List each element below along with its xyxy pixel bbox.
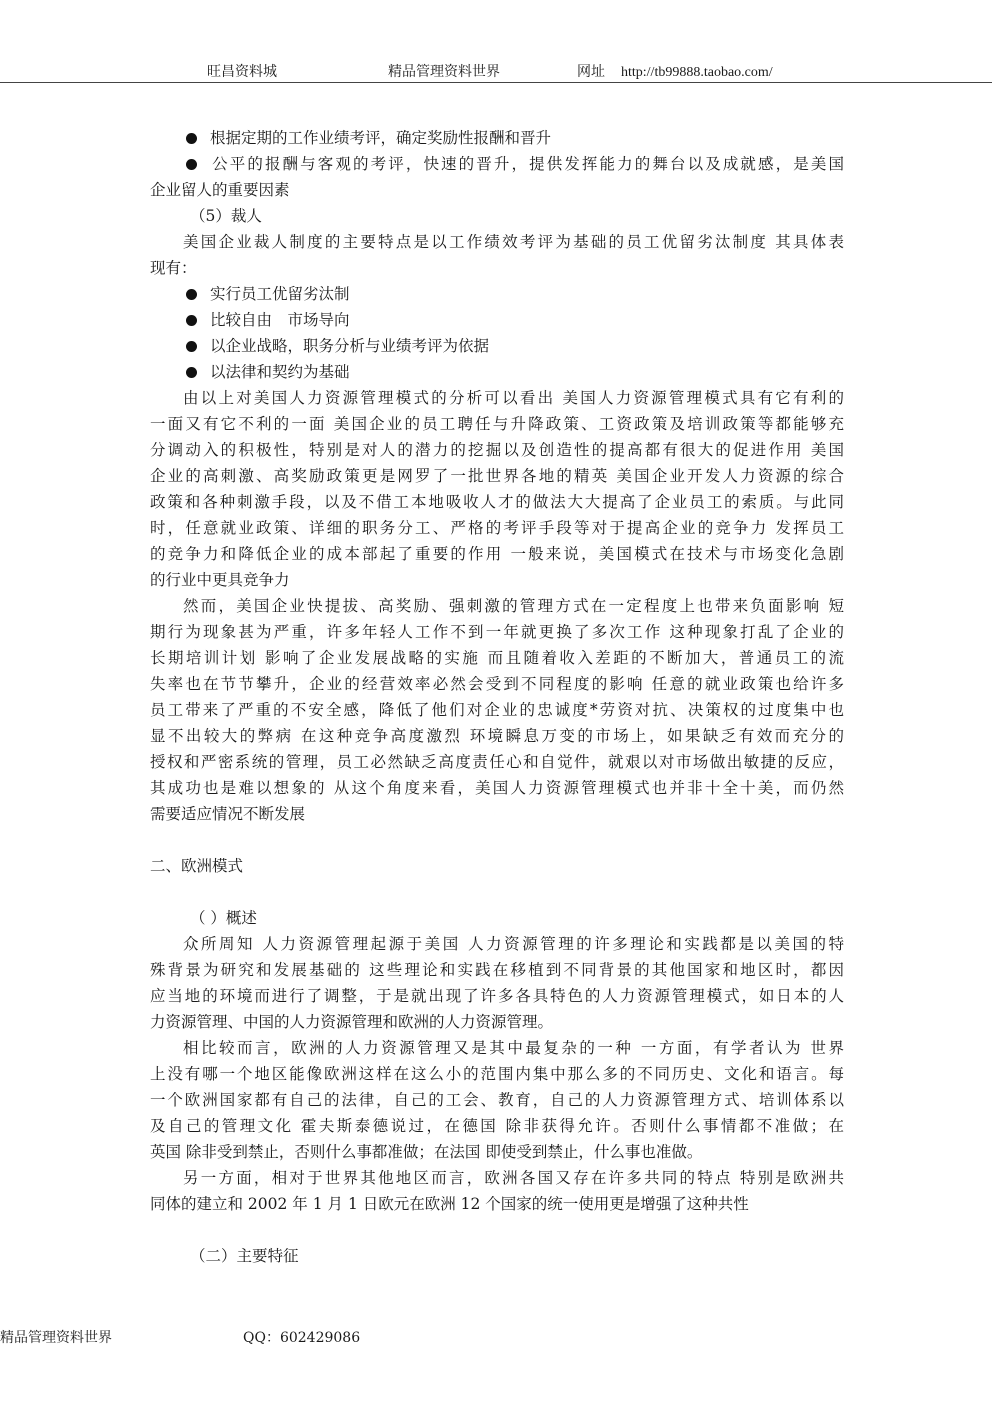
header-shop-name: 旺昌资料城 bbox=[207, 64, 277, 80]
footer-qq: QQ：602429086 bbox=[243, 1330, 361, 1346]
paragraph-line: 显不出较大的弊病 在这种竞争高度激烈 环境瞬息万变的市场上，如果缺乏有效而充分的 bbox=[150, 727, 844, 745]
spacer bbox=[150, 1217, 844, 1243]
bullet-text: 比较自由 市场导向 bbox=[210, 311, 350, 329]
bullet-item bbox=[150, 151, 844, 177]
bullet-text: 实行员工优留劣汰制 bbox=[210, 285, 350, 303]
subsection-heading-main-features: （二）主要特征 bbox=[190, 1247, 299, 1265]
paragraph-line: 同体的建立和 2002 年 1 月 1 日欧元在欧洲 12 个国家的统一使用更是增强了这种共性 bbox=[150, 1195, 749, 1213]
paragraph-line: 然而，美国企业快提拔、高奖励、强刺激的管理方式在一定程度上也带来负面影响 短 bbox=[183, 597, 844, 615]
section-heading-europe-model: 二、欧洲模式 bbox=[150, 857, 244, 875]
paragraph-line: 一个欧洲国家都有自己的法律，自己的工会、教育，自己的人力资源管理方式、培训体系以 bbox=[150, 1091, 844, 1109]
paragraph-line: 员工带来了严重的不安全感，降低了他们对企业的忠诚度*劳资对抗、决策权的过度集中也 bbox=[150, 701, 844, 719]
bullet-icon bbox=[186, 133, 197, 144]
bullet-icon bbox=[186, 159, 197, 170]
paragraph-line: 众所周知 人力资源管理起源于美国 人力资源管理的许多理论和实践都是以美国的特 bbox=[183, 935, 844, 953]
header-url-label: 网址 bbox=[577, 64, 605, 80]
paragraph-line: 殊背景为研究和发展基础的 这些理论和实践在移植到不同背景的其他国家和地区时，都因 bbox=[150, 961, 844, 979]
bullet-text: 以企业战略，职务分析与业绩考评为依据 bbox=[210, 337, 490, 355]
spacer bbox=[150, 827, 844, 853]
paragraph-line: 长期培训计划 影响了企业发展战略的实施 而且随着收入差距的不断加大，普通员工的流 bbox=[150, 649, 844, 667]
document-body bbox=[150, 125, 844, 1269]
paragraph-line: 另一方面，相对于世界其他地区而言，欧洲各国又存在许多共同的特点 特别是欧洲共 bbox=[183, 1169, 844, 1187]
spacer bbox=[150, 879, 844, 905]
paragraph-line: 相比较而言，欧洲的人力资源管理又是其中最复杂的一种 一方面，有学者认为 世界 bbox=[183, 1039, 844, 1057]
bullet-item bbox=[150, 281, 844, 307]
paragraph-line: 一面又有它不利的一面 美国企业的员工聘任与升降政策、工资政策及培训政策等都能够充 bbox=[150, 415, 844, 433]
footer-site-name: 精品管理资料世界 bbox=[0, 1330, 112, 1346]
paragraph-line: 上没有哪一个地区能像欧洲这样在这么小的范围内集中那么多的不同历史、文化和语言。每 bbox=[150, 1065, 844, 1083]
paragraph-line: 需要适应情况不断发展 bbox=[150, 805, 306, 823]
paragraph-line: 的行业中更具竞争力 bbox=[150, 571, 290, 589]
paragraph-line: 其成功也是难以想象的 从这个角度来看，美国人力资源管理模式也并非十全十美，而仍然 bbox=[150, 779, 844, 797]
paragraph-line: 授权和严密系统的管理，员工必然缺乏高度责任心和自觉件，就艰以对市场做出敏捷的反应， bbox=[150, 753, 844, 771]
paragraph-line: 政策和各种刺激手段，以及不借工本地吸收人才的做法大大提高了企业员工的索质。与此同 bbox=[150, 493, 844, 511]
paragraph-line: 企业留人的重要因素 bbox=[150, 181, 290, 199]
section-heading-layoffs: （5）裁人 bbox=[190, 207, 262, 225]
subsection-heading-overview: （ ）概述 bbox=[190, 909, 257, 927]
page-header bbox=[0, 0, 992, 83]
paragraph-line: 的竞争力和降低企业的成本部起了重要的作用 一般来说，美国模式在技术与市场变化急剧 bbox=[150, 545, 844, 563]
paragraph-line: 应当地的环境而进行了调整，于是就出现了许多各具特色的人力资源管理模式，如日本的人 bbox=[150, 987, 844, 1005]
header-url-link[interactable]: http://tb99888.taobao.com/ bbox=[621, 65, 773, 80]
bullet-icon bbox=[186, 289, 197, 300]
paragraph-line: 失率也在节节攀升，企业的经营效率必然会受到不同程度的影响 任意的就业政策也给许多 bbox=[150, 675, 844, 693]
paragraph-line: 企业的高刺激、高奖励政策更是网罗了一批世界各地的精英 美国企业开发人力资源的综合 bbox=[150, 467, 844, 485]
paragraph-line: 及自己的管理文化 霍夫斯泰德说过，在德国 除非获得允许。否则什么事情都不准做；在 bbox=[150, 1117, 844, 1135]
paragraph-line: 分调动入的积极性，特别是对人的潜力的挖掘以及创造性的提高都有很大的促进作用 美国 bbox=[150, 441, 844, 459]
header-world-name: 精品管理资料世界 bbox=[388, 64, 500, 80]
header-url-block bbox=[577, 61, 773, 81]
bullet-text: 以法律和契约为基础 bbox=[210, 363, 350, 381]
bullet-icon bbox=[186, 315, 197, 326]
bullet-item bbox=[150, 359, 844, 385]
paragraph-line: 英国 除非受到禁止，否则什么事都准做；在法国 即使受到禁止，什么事也准做。 bbox=[150, 1143, 703, 1161]
paragraph-line: 美国企业裁人制度的主要特点是以工作绩效考评为基础的员工优留劣汰制度 其具体表 bbox=[183, 233, 844, 251]
paragraph-line: 期行为现象甚为严重，许多年轻人工作不到一年就更换了多次工作 这种现象打乱了企业的 bbox=[150, 623, 844, 641]
paragraph-line: 现有： bbox=[150, 259, 197, 277]
paragraph-line: 力资源管理、中国的人力资源管理和欧洲的人力资源管理。 bbox=[150, 1013, 554, 1031]
bullet-item bbox=[150, 307, 844, 333]
paragraph-line: 由以上对美国人力资源管理模式的分析可以看出 美国人力资源管理模式具有它有利的 bbox=[183, 389, 844, 407]
bullet-item bbox=[150, 333, 844, 359]
bullet-text: 根据定期的工作业绩考评，确定奖励性报酬和晋升 bbox=[210, 129, 552, 147]
bullet-icon bbox=[186, 367, 197, 378]
bullet-text: 公平的报酬与客观的考评，快速的晋升，提供发挥能力的舞台以及成就感，是美国 bbox=[210, 155, 844, 173]
paragraph-line: 时，任意就业政策、详细的职务分工、严格的考评手段等对于提高企业的竞争力 发挥员工 bbox=[150, 519, 844, 537]
bullet-item bbox=[150, 125, 844, 151]
bullet-icon bbox=[186, 341, 197, 352]
